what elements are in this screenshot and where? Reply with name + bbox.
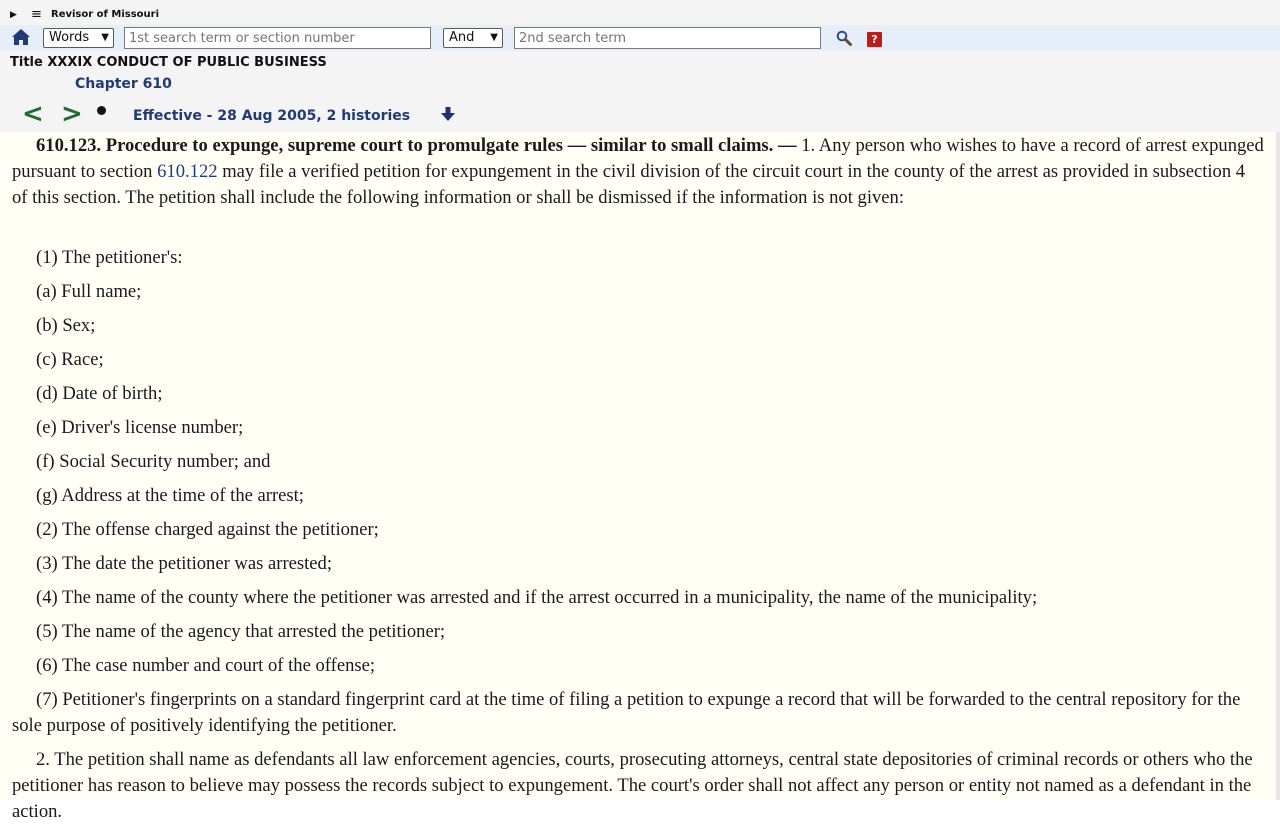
statute-content <box>0 132 1276 822</box>
chevron-down-icon: ▼ <box>490 32 498 43</box>
section-heading: 610.123. Procedure to expunge, supreme court to promulgate rules — similar to small claims. — <box>36 135 802 156</box>
search-mode-value: Words <box>49 30 90 45</box>
search-term1-input[interactable] <box>124 27 431 49</box>
search-operator-value: And <box>449 30 475 45</box>
list-item: (5) The name of the agency that arrested the petitioner; <box>36 621 446 642</box>
next-section-button[interactable]: > <box>61 99 83 129</box>
page-header <box>0 0 1280 132</box>
home-icon[interactable] <box>11 27 31 47</box>
list-item: (1) The petitioner's: <box>36 247 183 268</box>
current-section-dot-icon[interactable] <box>97 106 106 115</box>
list-item: (g) Address at the time of the arrest; <box>36 485 304 506</box>
list-item: (7) Petitioner's fingerprints on a standard fingerprint card at the time of filing a petition to expunge a record that will be forwarded to the central repository for the sole purpose of positively identifying the petitioner. <box>12 689 1241 736</box>
search-icon[interactable] <box>836 30 852 46</box>
search-operator-select[interactable] <box>443 28 503 48</box>
list-item: (d) Date of birth; <box>36 383 163 404</box>
list-item: (3) The date the petitioner was arrested; <box>36 553 333 574</box>
paragraph-text: may file a verified petition for expungement in the civil division of the circuit court in the county of the arrest as provided in subsection 4 of this section. The petition shall include the following information or shall be dismissed if the information is not given: <box>12 161 1246 208</box>
list-item: (c) Race; <box>36 349 104 370</box>
chapter-heading[interactable]: Chapter 610 <box>75 76 172 92</box>
search-mode-select[interactable] <box>43 28 114 48</box>
expand-arrow-icon[interactable]: ▶ <box>10 10 17 20</box>
effective-date-link[interactable]: Effective - 28 Aug 2005, 2 histories <box>133 108 411 124</box>
list-item: (a) Full name; <box>36 281 142 302</box>
statute-paragraph-1 <box>12 133 1264 211</box>
search-bar <box>0 25 1280 51</box>
section-link-610-122[interactable]: 610.122 <box>157 161 218 182</box>
paragraph-text: 1. Any person who wishes to have a record of arrest expunged pursuant to section <box>12 135 1264 182</box>
list-item: (f) Social Security number; and <box>36 451 271 472</box>
menu-icon[interactable]: ≡ <box>31 7 42 22</box>
title-heading[interactable]: Title XXXIX CONDUCT OF PUBLIC BUSINESS <box>10 55 327 70</box>
statute-paragraph-2: 2. The petition shall name as defendants all law enforcement agencies, courts, prosecuting attorneys, central state depositories of criminal records or others who the petitioner has reason to believe may possess the records subject to expungement. The court's order shall not affect any person or entity not named as a defendant in the action. <box>12 749 1253 822</box>
list-item: (2) The offense charged against the petitioner; <box>36 519 379 540</box>
help-icon[interactable]: ? <box>867 32 882 47</box>
previous-section-button[interactable]: < <box>22 99 44 129</box>
search-term2-input[interactable] <box>514 27 821 49</box>
list-item: (b) Sex; <box>36 315 96 336</box>
site-bar <box>0 7 400 25</box>
list-item: (6) The case number and court of the offense; <box>36 655 376 676</box>
down-arrow-icon[interactable] <box>440 106 456 122</box>
chevron-down-icon: ▼ <box>101 32 109 43</box>
scrollbar[interactable] <box>1276 132 1280 800</box>
list-item: (e) Driver's license number; <box>36 417 244 438</box>
list-item: (4) The name of the county where the petitioner was arrested and if the arrest occurred in a municipality, the name of the municipality; <box>36 587 1038 608</box>
site-name[interactable]: Revisor of Missouri <box>51 9 159 20</box>
